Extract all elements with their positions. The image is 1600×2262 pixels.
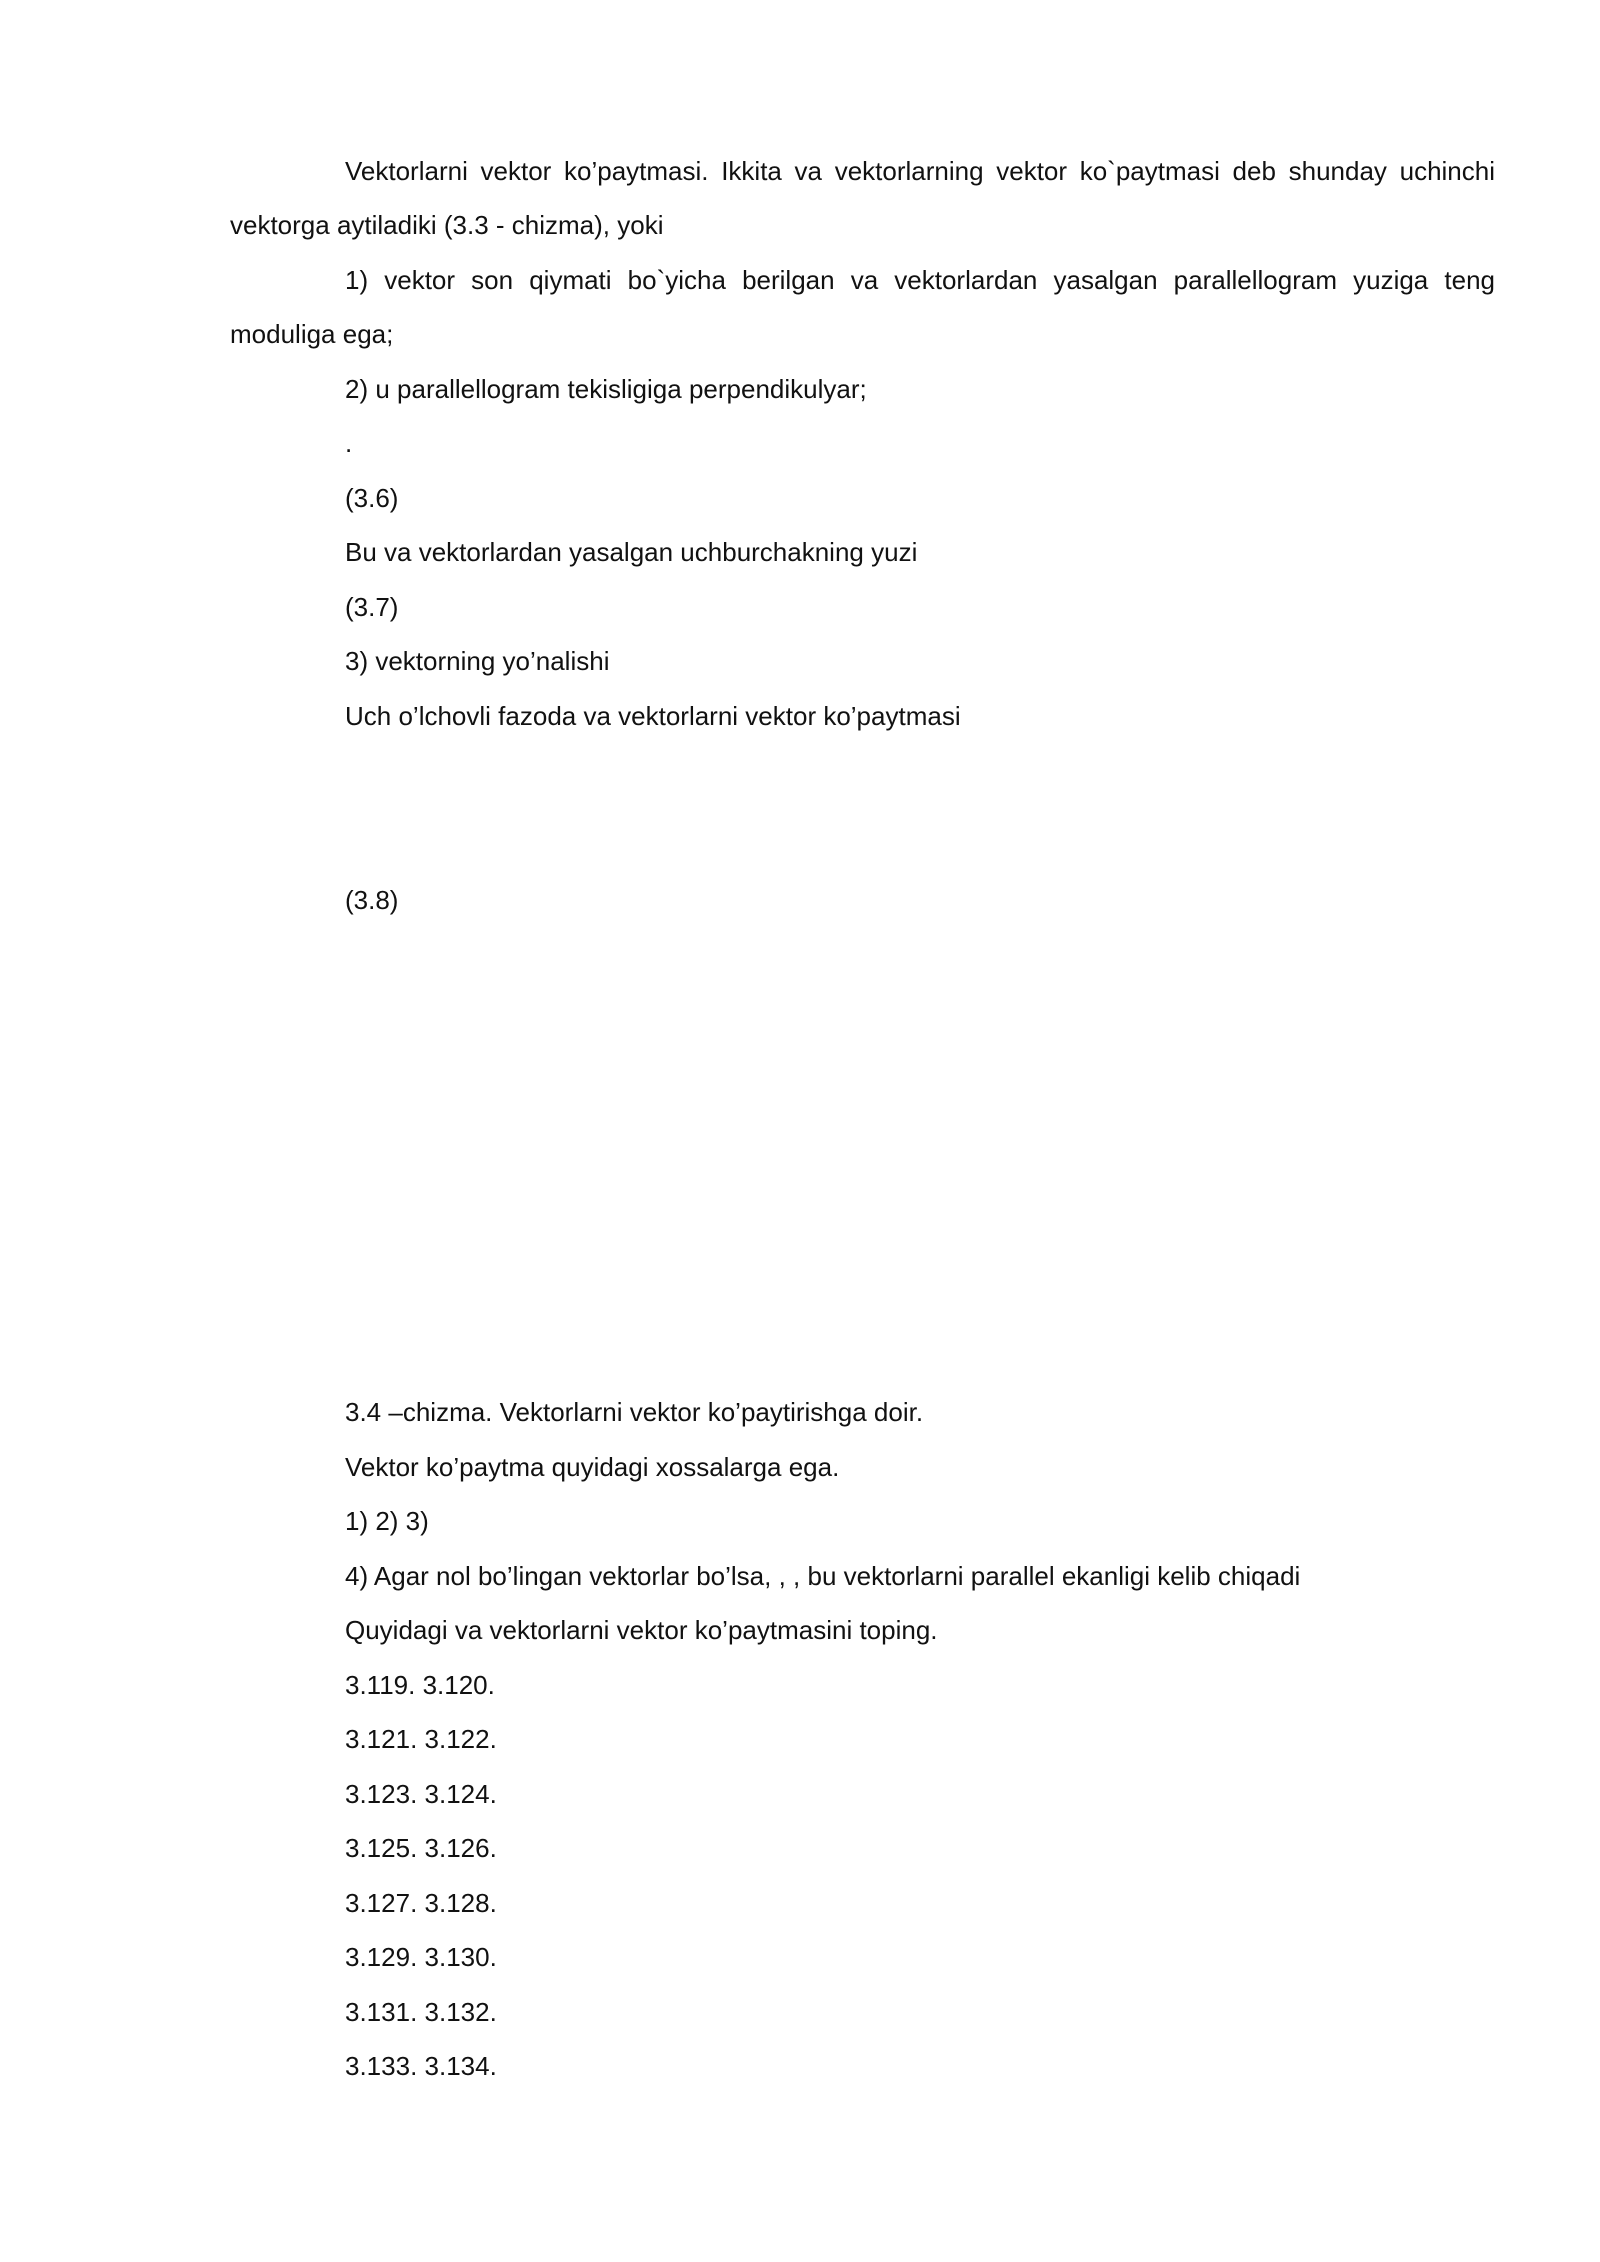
exercise-row: 3.123. 3.124.: [345, 1779, 497, 1809]
property-1-line1: 1) vektor son qiymati bo`yicha berilgan va vektorlardan yasalgan parallellogram yuziga teng: [345, 265, 1495, 295]
equation-number-3-8: (3.8): [345, 885, 399, 915]
equation-number-3-6: (3.6): [345, 483, 399, 513]
formula-dot: .: [345, 428, 353, 458]
exercise-row: 3.121. 3.122.: [345, 1724, 497, 1754]
paragraph-definition-line2: vektorga aytiladiki (3.3 - chizma), yoki: [230, 210, 664, 240]
figure-caption: 3.4 –chizma. Vektorlarni vektor ko’paytirishga doir.: [345, 1397, 924, 1427]
paragraph-definition-line1: Vektorlarni vektor ko’paytmasi. Ikkita va vektorlarning vektor ko`paytmasi deb shunday uchinchi: [345, 156, 1495, 186]
properties-intro: Vektor ko’paytma quyidagi xossalarga ega.: [345, 1452, 840, 1482]
three-dimensional-text: Uch o’lchovli fazoda va vektorlarni vektor ko’paytmasi: [345, 701, 961, 731]
exercise-row: 3.131. 3.132.: [345, 1997, 497, 2027]
exercise-row: 3.119. 3.120.: [345, 1670, 495, 1700]
triangle-area-text: Bu va vektorlardan yasalgan uchburchakning yuzi: [345, 537, 918, 567]
properties-list: 1) 2) 3): [345, 1506, 429, 1536]
property-4: 4) Agar nol bo’lingan vektorlar bo’lsa, , , bu vektorlarni parallel ekanligi kelib chiqadi: [345, 1561, 1301, 1591]
exercise-row: 3.127. 3.128.: [345, 1888, 497, 1918]
property-2: 2) u parallellogram tekisligiga perpendikulyar;: [345, 374, 867, 404]
property-1-line2: moduliga ega;: [230, 319, 394, 349]
property-3: 3) vektorning yo’nalishi: [345, 646, 610, 676]
exercise-row: 3.133. 3.134.: [345, 2051, 497, 2081]
equation-number-3-7: (3.7): [345, 592, 399, 622]
exercise-instruction: Quyidagi va vektorlarni vektor ko’paytmasini toping.: [345, 1615, 938, 1645]
exercise-row: 3.129. 3.130.: [345, 1942, 497, 1972]
exercise-row: 3.125. 3.126.: [345, 1833, 497, 1863]
